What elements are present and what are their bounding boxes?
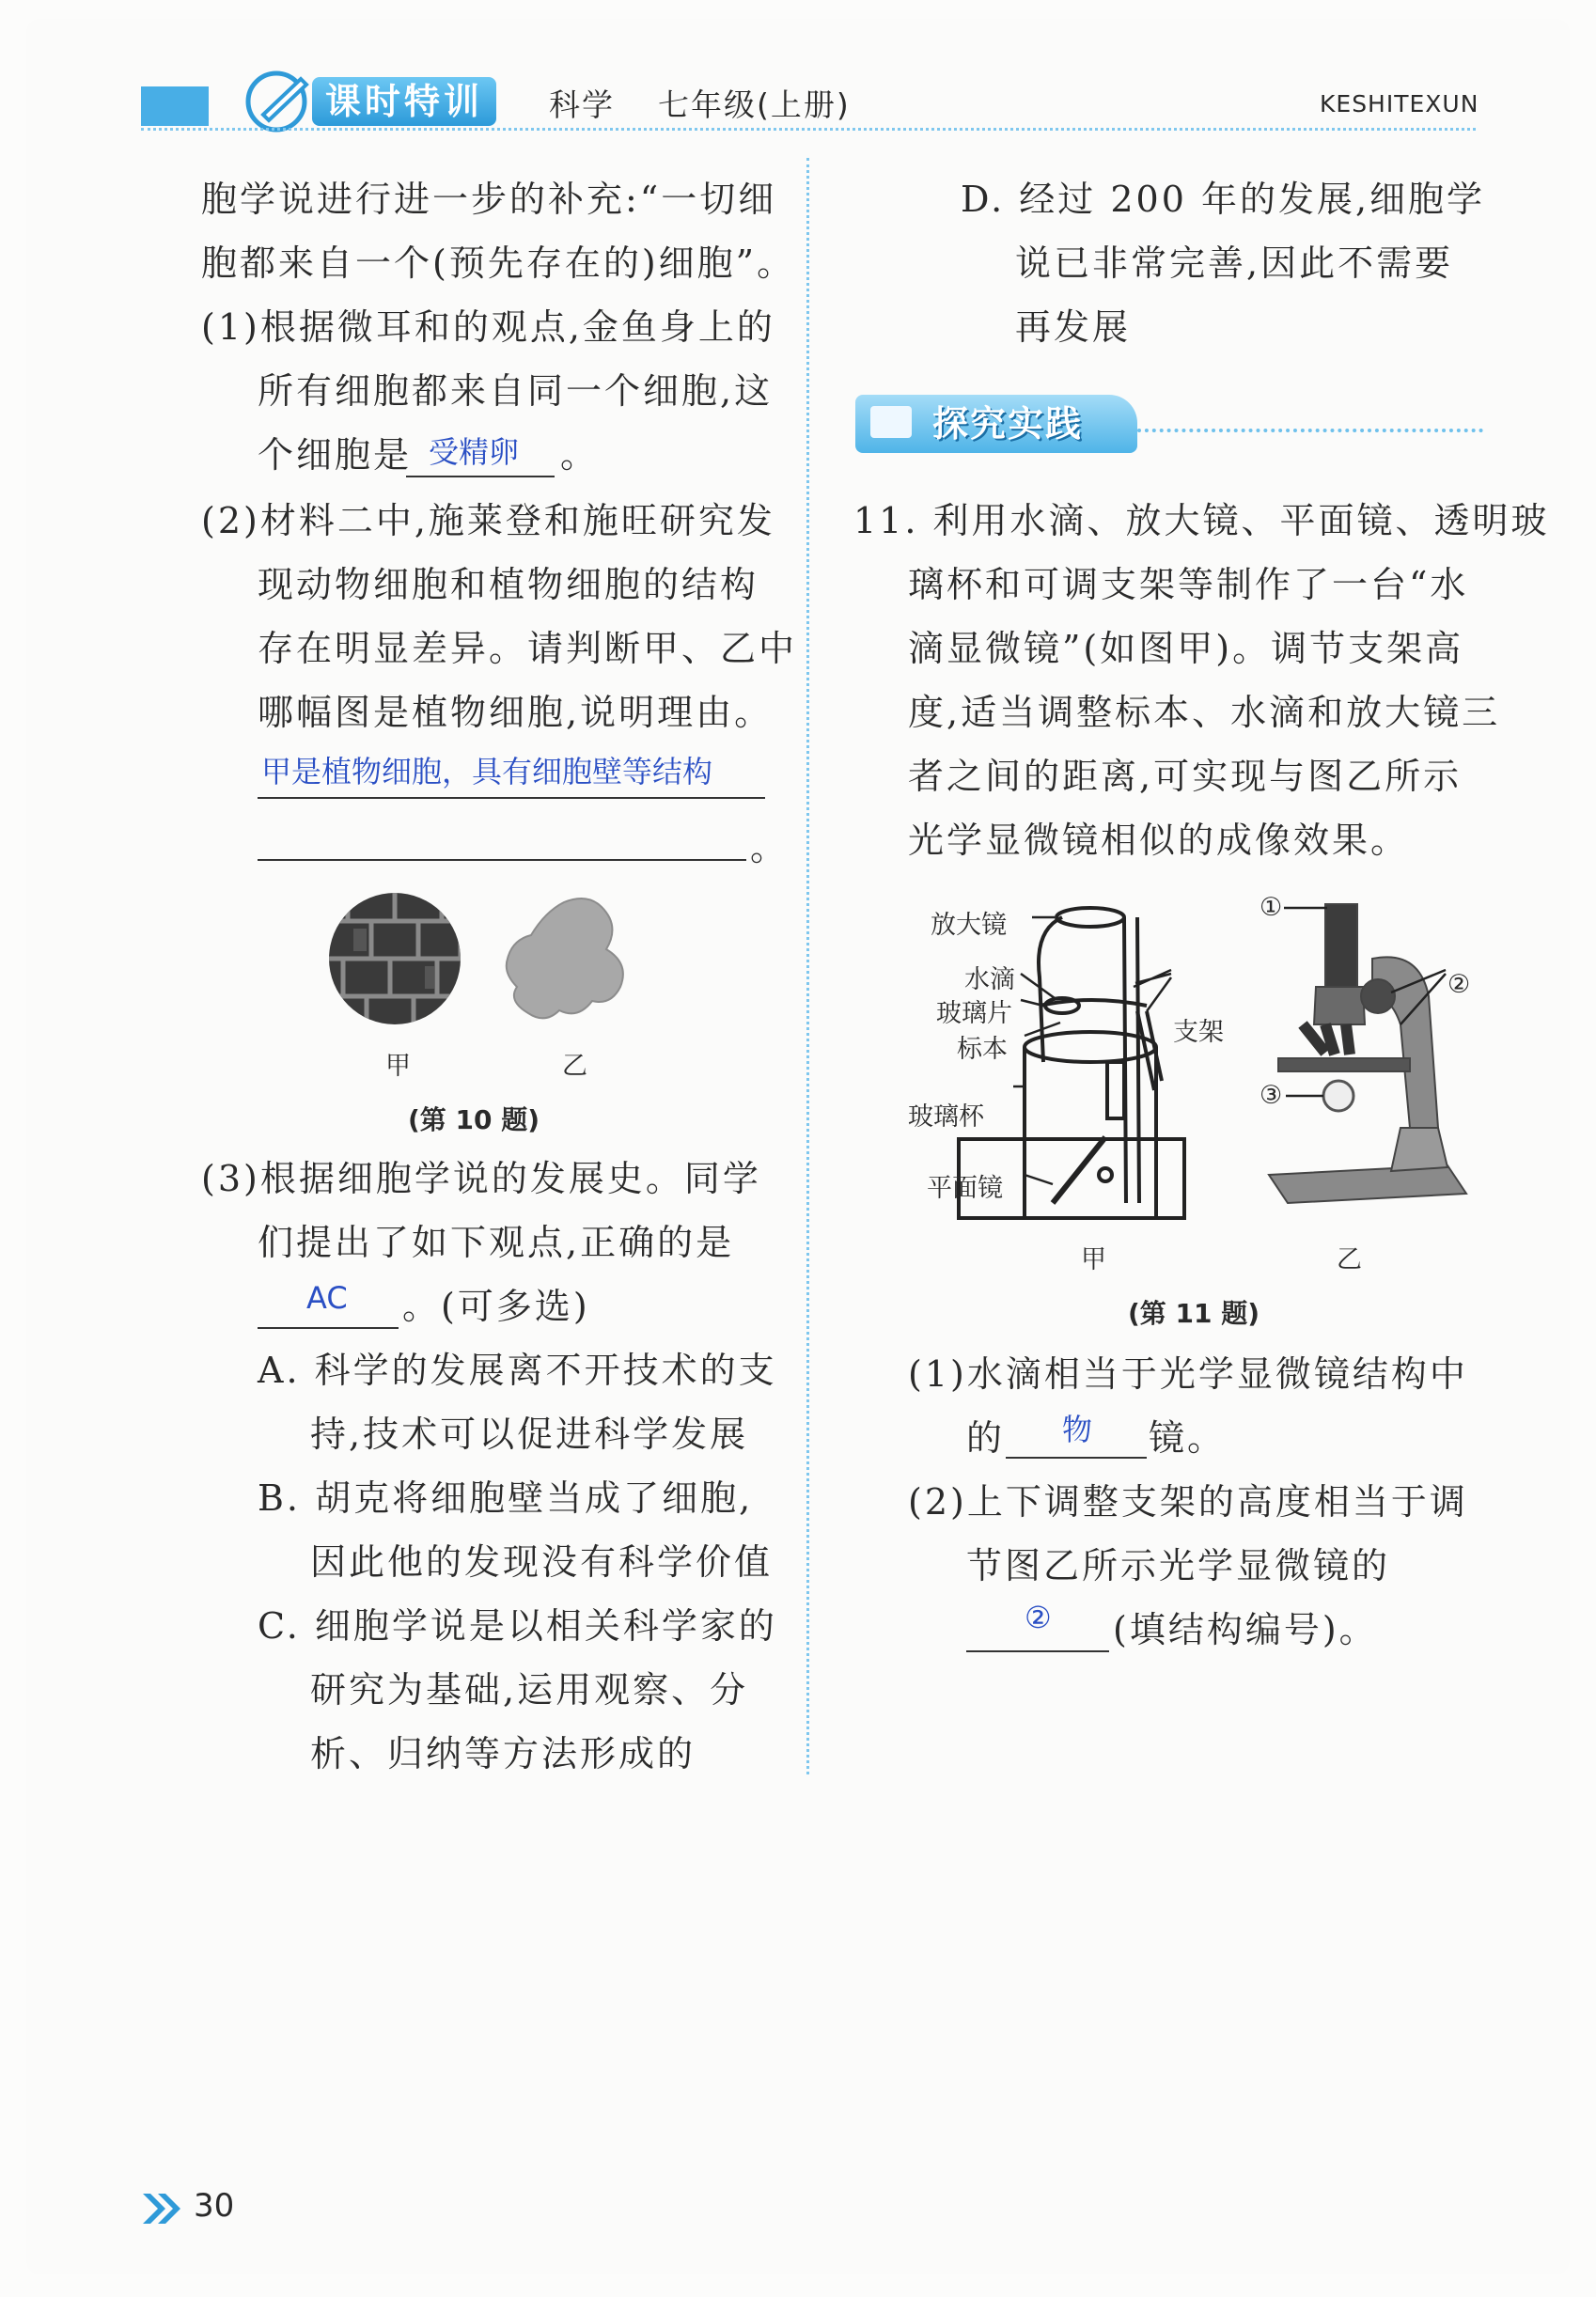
header-color-bar <box>141 86 209 126</box>
intro-line-1: 胞学说进行进一步的补充:“一切细 <box>201 179 777 220</box>
q3-line-1: (3)根据细胞学说的发展史。同学 <box>201 1158 761 1199</box>
label-mirror: 平面镜 <box>927 1174 1003 1203</box>
q3-line-2: 们提出了如下观点,正确的是 <box>258 1222 735 1263</box>
q3-answer: AC <box>306 1280 348 1316</box>
q2-line-3: 存在明显差异。请判断甲、乙中 <box>258 628 798 669</box>
animal-cell-shape <box>507 898 623 1018</box>
label-stand: 支架 <box>1173 1018 1224 1047</box>
q11-sub1-line-2-end: 镜。 <box>1149 1417 1227 1459</box>
subject-label: 科学 <box>549 86 615 123</box>
page-number: 30 <box>194 2187 235 2225</box>
figure-10-label-b: 乙 <box>562 1052 587 1081</box>
label-magnifier: 放大镜 <box>931 911 1007 940</box>
q2-line-1: (2)材料二中,施莱登和施旺研究发 <box>201 500 775 541</box>
plant-cell-micrograph <box>320 883 470 1034</box>
figure-10-caption: (第 10 题) <box>408 1104 540 1135</box>
double-chevron-icon <box>141 2190 182 2227</box>
label-glass-cup: 玻璃杯 <box>908 1102 984 1132</box>
q2-line-end: 。 <box>750 827 790 868</box>
q1-answer: 受精卵 <box>429 434 520 470</box>
q2-answer-line-1 <box>258 797 765 799</box>
brand-label: KESHITEXUN <box>1320 90 1479 117</box>
plane-mirror <box>1053 1137 1105 1203</box>
q1-answer-blank <box>406 476 555 477</box>
option-b-line-1: B. 胡克将细胞壁当成了细胞, <box>258 1477 754 1519</box>
q11-sub1-answer-blank <box>1006 1457 1147 1459</box>
marker-2: ② <box>1447 970 1471 999</box>
grade-label: 七年级(上册) <box>658 86 851 123</box>
magnifier-lens <box>1056 908 1124 927</box>
marker-1: ① <box>1260 893 1283 922</box>
q1-line-3-end: 。 <box>560 434 600 476</box>
option-c-line-1: C. 细胞学说是以相关科学家的 <box>258 1605 777 1647</box>
q11-sub1-line-2: 的 <box>966 1417 1006 1459</box>
intro-line-2: 胞都来自一个(预先存在的)细胞”。 <box>201 242 796 284</box>
q1-line-1: (1)根据微耳和的观点,金鱼身上的 <box>201 306 775 348</box>
q1-line-3: 个细胞是 <box>258 434 413 476</box>
figure-11-caption: (第 11 题) <box>1128 1298 1260 1329</box>
q11-sub2-answer: ② <box>1025 1600 1052 1635</box>
q11-line-2: 璃杯和可调支架等制作了一台“水 <box>908 564 1469 605</box>
q11-line-5: 者之间的距离,可实现与图乙所示 <box>908 756 1463 797</box>
base <box>1269 1165 1466 1203</box>
figure-10-cell-images <box>320 883 658 1043</box>
section-title: 探究实践 <box>932 403 1084 445</box>
figure-10-label-a: 甲 <box>385 1052 411 1081</box>
q11-line-6: 光学显微镜相似的成像效果。 <box>908 820 1410 861</box>
pen-logo-icon <box>235 66 321 133</box>
option-b-line-2: 因此他的发现没有科学价值 <box>310 1541 774 1583</box>
q11-line-1: 11. 利用水滴、放大镜、平面镜、透明玻 <box>853 500 1550 541</box>
option-d-line-2: 说已非常完善,因此不需要 <box>1015 242 1454 284</box>
label-specimen: 标本 <box>957 1035 1008 1064</box>
option-a-line-2: 持,技术可以促进科学发展 <box>310 1414 749 1455</box>
option-d-line-1: D. 经过 200 年的发展,细胞学 <box>961 179 1486 220</box>
header-divider <box>141 128 1476 131</box>
q11-sub1-answer: 物 <box>1062 1412 1093 1447</box>
coarse-focus-knob <box>1361 979 1395 1013</box>
section-divider <box>1137 429 1483 432</box>
figure-11-label-a: 甲 <box>1081 1245 1106 1274</box>
glass-cup <box>1025 1047 1156 1218</box>
stage <box>1278 1058 1410 1071</box>
q2-line-4: 哪幅图是植物细胞,说明理由。 <box>258 692 774 733</box>
q3-answer-blank <box>258 1327 399 1329</box>
book-icon <box>870 406 912 438</box>
eyepiece <box>1325 904 1357 989</box>
option-c-line-3: 析、归纳等方法形成的 <box>310 1733 696 1774</box>
q11-sub2-line-1: (2)上下调整支架的高度相当于调 <box>908 1481 1468 1523</box>
q11-line-3: 滴显微镜”(如图甲)。调节支架高 <box>908 628 1464 669</box>
option-d-line-3: 再发展 <box>1015 306 1132 348</box>
label-water-drop: 水滴 <box>964 965 1015 994</box>
q11-sub1-line-1: (1)水滴相当于光学显微镜结构中 <box>908 1353 1468 1395</box>
option-c-line-2: 研究为基础,运用观察、分 <box>310 1669 749 1711</box>
series-title-badge: 课时特训 <box>312 77 496 126</box>
q11-sub2-line-3-end: (填结构编号)。 <box>1113 1609 1378 1650</box>
marker-3: ③ <box>1260 1081 1283 1110</box>
figure-11-label-b: 乙 <box>1337 1245 1362 1274</box>
optical-microscope-diagram <box>1260 893 1485 1231</box>
q2-answer: 甲是植物细胞，具有细胞壁等结构 <box>261 754 713 789</box>
label-glass-slide: 玻璃片 <box>936 999 1012 1028</box>
reflector-mirror <box>1323 1081 1353 1111</box>
column-divider <box>806 158 809 1774</box>
q11-sub2-line-2: 节图乙所示光学显微镜的 <box>966 1545 1391 1586</box>
q2-answer-line-2 <box>258 859 746 861</box>
option-a-line-1: A. 科学的发展离不开技术的支 <box>258 1350 777 1391</box>
q1-line-2: 所有细胞都来自同一个细胞,这 <box>258 370 774 412</box>
q11-line-4: 度,适当调整标本、水滴和放大镜三 <box>908 692 1501 733</box>
q2-line-2: 现动物细胞和植物细胞的结构 <box>258 564 759 605</box>
q3-line-3-end: 。(可多选) <box>402 1286 590 1327</box>
q11-sub2-answer-blank <box>966 1650 1109 1652</box>
